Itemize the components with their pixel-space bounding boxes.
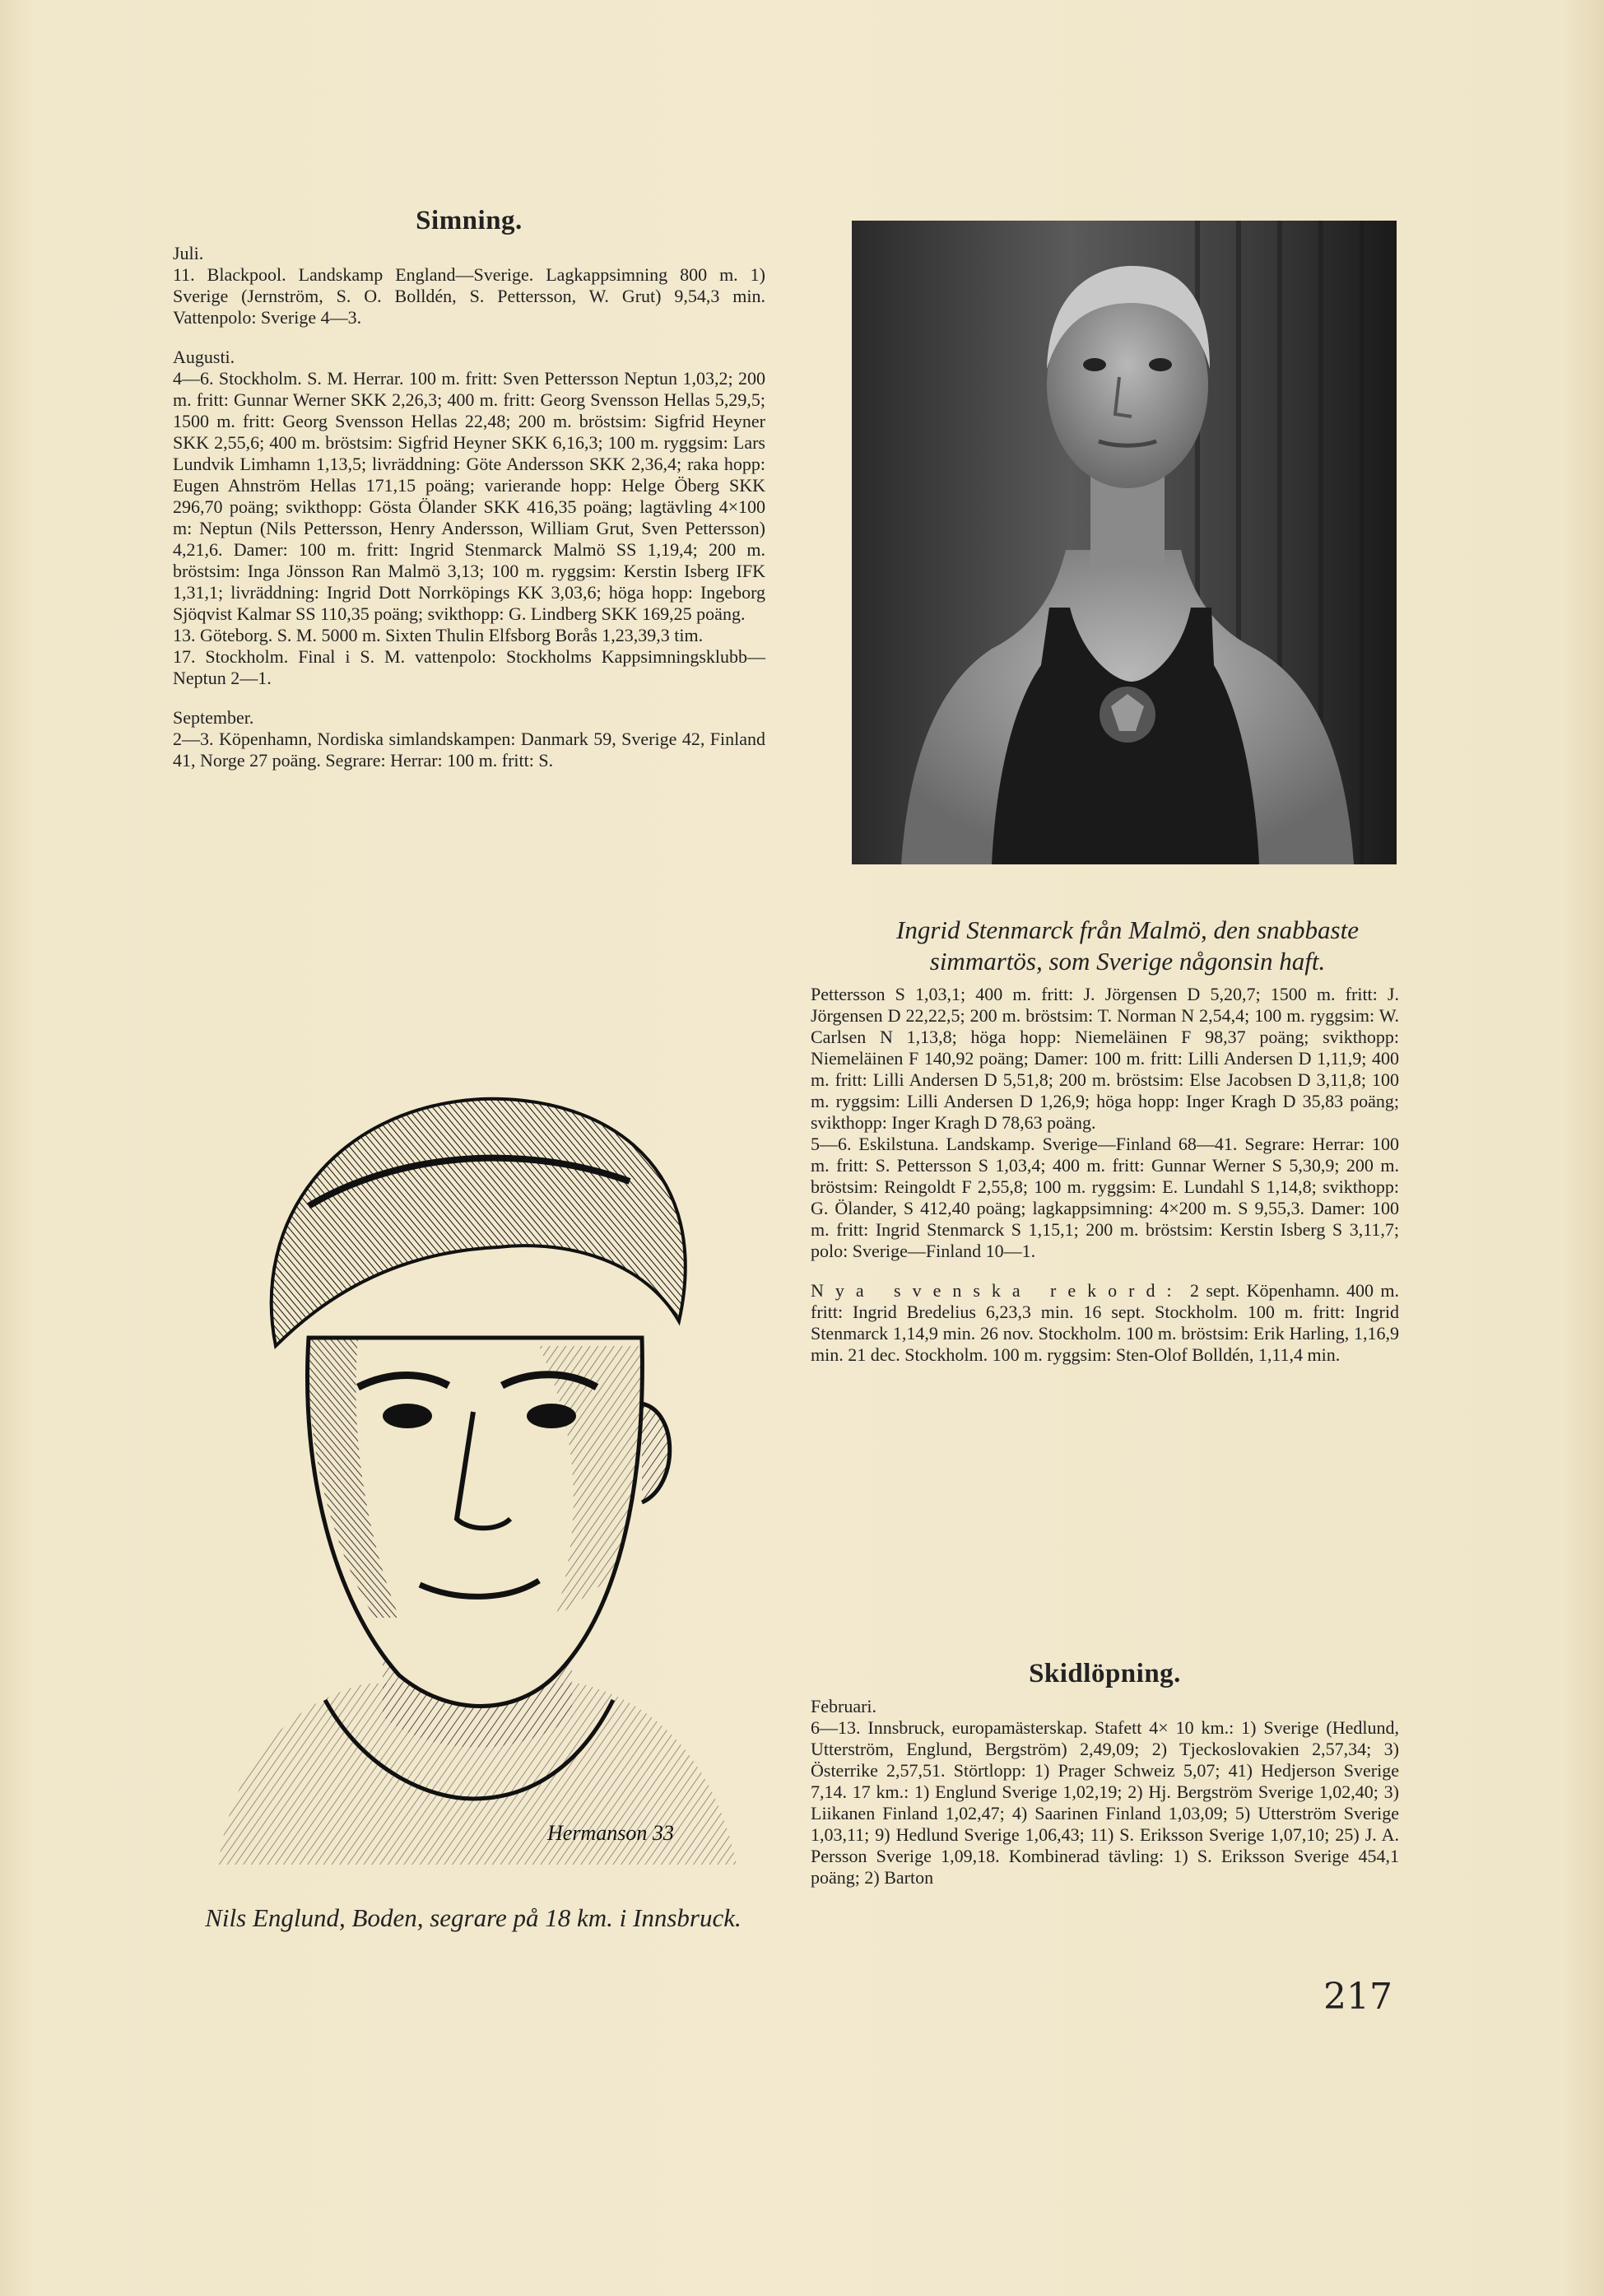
results-entry: 6—13. Innsbruck, europamästerskap. Stafett 4× 10 km.: 1) Sverige (Hedlund, Utterström, Englund, Bergström) 2,49,09; 2) Tjeckoslovakien 2,57,34; 3) Österrike 2,57,51. Störtlopp: 1) Prager Schweiz 5,07; 41) Hedjerson Sverige 7,14. 17 km.: 1) Englund Sverige 1,02,19; 2) Hj. Bergström Sverige 1,02,40; 3) Liikanen Finland 1,02,47; 4) Saarinen Finland 1,03,09; 5) Utterström Sverige 1,03,11; 9) Hedlund Sverige 1,06,43; 11) S. Eriksson Sverige 1,07,10; 25) J. A. Persson Sverige 1,09,18. Kombinerad tävling: 1) S. Eriksson Sverige 454,1 poäng; 2) Barton xyxy=(811,1717,1399,1888)
left-column xyxy=(173,206,765,771)
section-title-swimming: Simning. xyxy=(416,206,523,235)
swimmer-photo-graphic xyxy=(852,221,1397,864)
page-number: 217 xyxy=(1323,1976,1392,2018)
results-entry: 13. Göteborg. S. M. 5000 m. Sixten Thulin Elfsborg Borås 1,23,39,3 tim. xyxy=(173,625,704,645)
month-label: Februari. xyxy=(811,1696,877,1716)
portrait-drawing xyxy=(185,1074,761,1865)
right-column-skiing xyxy=(811,1659,1399,1888)
results-entry: 5—6. Eskilstuna. Landskamp. Sverige—Finland 68—41. Segrare: Herrar: 100 m. fritt: S. Pettersson S 1,03,4; 400 m. fritt: Gunnar Werner S 5,30,9; 200 m. bröstsim: Reingoldt F 2,55,8; 100 m. ryggsim: E. Lundahl S 1,14,8; svikthopp: G. Ölander, S 412,40 poäng; lagkappsimning: 4×200 m. S 9,55,3. Damer: 100 m. fritt: Ingrid Stenmarck S 1,15,1; 200 m. bröstsim: Kerstin Isberg S 3,11,7; polo: Sverige—Finland 10—1. xyxy=(811,1134,1399,1261)
records-label: Nya svenska rekord: xyxy=(811,1280,1183,1301)
results-continuation: Pettersson S 1,03,1; 400 m. fritt: J. Jörgensen D 5,20,7; 1500 m. fritt: J. Jörgensen D 22,22,5; 200 m. bröstsim: T. Norman N 2,54,4; 100 m. ryggsim: W. Carlsen N 1,13,8; höga hopp: Niemeläinen F 98,37 poäng; svikthopp: Niemeläinen F 140,92 poäng; Damer: 100 m. fritt: Lilli Andersen D 1,11,9; 400 m. fritt: Lilli Andersen D 5,51,8; 200 m. bröstsim: Else Jacobsen D 3,11,8; 100 m. ryggsim: Lilli Andersen D 1,26,9; höga hopp: Inger Kragh D 35,83 poäng; svikthopp: Inger Kragh D 78,63 poäng. xyxy=(811,984,1399,1133)
records-paragraph xyxy=(811,1280,1399,1366)
records-text: 2 sept. Köpenhamn. 400 m. fritt: Ingrid Bredelius 6,23,3 min. 16 sept. Stockholm. 100 m. fritt: Ingrid Stenmarck 1,14,9 min. 26 nov. Stockholm. 100 m. bröstsim: Erik Harling, 1,16,9 min. 21 dec. Stockholm. 100 m. ryggsim: Sten-Olof Bolldén, 1,11,4 min. xyxy=(811,1280,1399,1365)
results-entry: 4—6. Stockholm. S. M. Herrar. 100 m. fritt: Sven Pettersson Neptun 1,03,2; 200 m. fritt: Gunnar Werner SKK 2,26,3; 400 m. fritt: Georg Svensson Hellas 5,29,5; 1500 m. fritt: Georg Svensson Hellas 22,48; 200 m. bröstsim: Sigfrid Heyner SKK 2,55,6; 400 m. bröstsim: Sigfrid Heyner SKK 6,16,3; 100 m. ryggsim: Lars Lundvik Limhamn 1,13,5; livräddning: Göte Andersson SKK 2,36,4; raka hopp: Eugen Ahnström Hellas 171,15 poäng; varierande hopp: Helge Öberg SKK 296,70 poäng; svikthopp: Gösta Ölander SKK 416,35 poäng; lagtävling 4×100 m: Neptun (Nils Pettersson, Henry Andersson, William Grut, Sven Pettersson) 4,21,6. Damer: 100 m. fritt: Ingrid Stenmarck Malmö SS 1,19,4; 200 m. bröstsim: Inga Jönsson Ran Malmö 3,13; 100 m. ryggsim: Kerstin Isberg IFK 1,31,1; livräddning: Ingrid Dott Norrköpings KK 3,03,6; höga hopp: Ingeborg Sjöqvist Kalmar SS 110,35 poäng; svikthopp: G. Lindberg SKK 169,25 poäng. xyxy=(173,368,765,624)
portrait-drawing-graphic xyxy=(185,1074,761,1865)
results-entry: 17. Stockholm. Final i S. M. vattenpolo: Stockholms Kappsimningsklubb—Neptun 2—1. xyxy=(173,646,765,688)
month-label: September. xyxy=(173,707,254,728)
month-label: Augusti. xyxy=(173,347,235,367)
swimmer-photo xyxy=(852,221,1397,864)
results-entry: 2—3. Köpenhamn, Nordiska simlandskampen: Danmark 59, Sverige 42, Finland 41, Norge 27 poäng. Segrare: Herrar: 100 m. fritt: S. xyxy=(173,729,765,771)
results-entry: 11. Blackpool. Landskamp England—Sverige. Lagkappsimning 800 m. 1) Sverige (Jernström, S. O. Bolldén, S. Pettersson, W. Grut) 9,54,3 min. Vattenpolo: Sverige 4—3. xyxy=(173,264,765,328)
section-title-skiing: Skidlöpning. xyxy=(1029,1659,1181,1688)
month-label: Juli. xyxy=(173,243,204,263)
photo-caption: Ingrid Stenmarck från Malmö, den snabbaste simmartös, som Sverige någonsin haft. xyxy=(896,915,1359,976)
artist-signature: Hermanson 33 xyxy=(547,1821,674,1845)
drawing-caption: Nils Englund, Boden, segrare på 18 km. i Innsbruck. xyxy=(205,1903,742,1932)
right-column-swimming xyxy=(811,984,1399,1366)
